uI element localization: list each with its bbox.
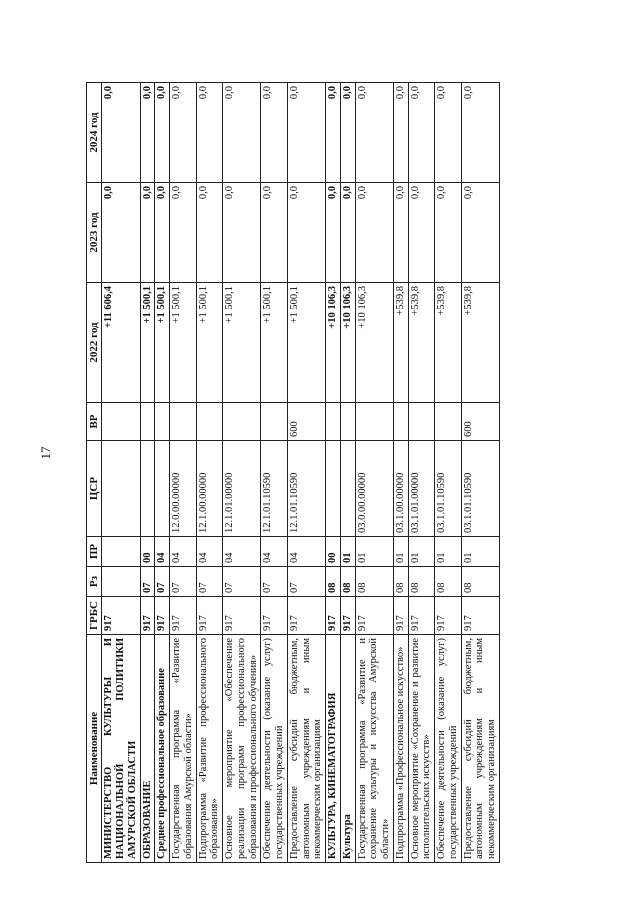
cell-y2023: 0,0 xyxy=(287,183,325,283)
cell-grbs: 917 xyxy=(326,597,341,635)
cell-y2023: 0,0 xyxy=(102,183,140,283)
cell-rz: 08 xyxy=(435,567,462,597)
cell-csr: 12.0.00.00000 xyxy=(170,441,197,537)
table-body xyxy=(102,83,500,863)
cell-name: Подпрограмма «Профессиональное искусство» xyxy=(393,635,408,863)
cell-rz: 07 xyxy=(223,567,261,597)
cell-y2024: 0,0 xyxy=(435,83,462,183)
cell-pr: 01 xyxy=(461,537,499,567)
table-row xyxy=(461,83,499,863)
cell-y2023: 0,0 xyxy=(408,183,435,283)
header-2024: 2024 год xyxy=(87,83,102,183)
table-row xyxy=(355,83,393,863)
cell-rz xyxy=(102,567,140,597)
cell-name: Государственная программа «Развитие и сохранение культуры и искусства Амурской области» xyxy=(355,635,393,863)
cell-pr: 01 xyxy=(408,537,435,567)
cell-y2022: +539,8 xyxy=(461,283,499,403)
cell-y2022: +1 500,1 xyxy=(140,283,155,403)
cell-vr xyxy=(223,403,261,441)
page-number: 17 xyxy=(38,446,53,460)
cell-name: Основное мероприятие «Сохранение и развитие исполнительских искусств» xyxy=(408,635,435,863)
cell-csr xyxy=(340,441,355,537)
cell-grbs: 917 xyxy=(340,597,355,635)
cell-y2024: 0,0 xyxy=(393,83,408,183)
table-row xyxy=(408,83,435,863)
cell-y2022: +1 500,1 xyxy=(155,283,170,403)
table-row xyxy=(340,83,355,863)
cell-y2022: +539,8 xyxy=(435,283,462,403)
cell-vr xyxy=(102,403,140,441)
cell-grbs: 917 xyxy=(140,597,155,635)
header-2023: 2023 год xyxy=(87,183,102,283)
cell-pr xyxy=(102,537,140,567)
cell-vr: 600 xyxy=(461,403,499,441)
cell-pr: 04 xyxy=(155,537,170,567)
table-row xyxy=(102,83,140,863)
rotated-table-container xyxy=(86,83,559,863)
cell-y2024: 0,0 xyxy=(326,83,341,183)
cell-csr: 12.1.00.00000 xyxy=(196,441,223,537)
cell-vr xyxy=(355,403,393,441)
header-pr: ПР xyxy=(87,537,102,567)
cell-pr: 04 xyxy=(261,537,288,567)
table-header-row xyxy=(87,83,102,863)
cell-csr: 03.1.00.00000 xyxy=(393,441,408,537)
cell-y2022: +1 500,1 xyxy=(261,283,288,403)
cell-csr xyxy=(140,441,155,537)
cell-rz: 08 xyxy=(355,567,393,597)
cell-y2022: +1 500,1 xyxy=(287,283,325,403)
cell-name: Предоставление субсидий бюджетным, автономным учреждениям и иным некоммерческим организациям xyxy=(287,635,325,863)
cell-grbs: 917 xyxy=(408,597,435,635)
cell-rz: 08 xyxy=(393,567,408,597)
cell-y2024: 0,0 xyxy=(155,83,170,183)
table-row xyxy=(155,83,170,863)
cell-y2023: 0,0 xyxy=(196,183,223,283)
cell-name: Культура xyxy=(340,635,355,863)
cell-y2024: 0,0 xyxy=(223,83,261,183)
cell-vr xyxy=(155,403,170,441)
cell-y2023: 0,0 xyxy=(461,183,499,283)
cell-pr: 01 xyxy=(355,537,393,567)
cell-name: КУЛЬТУРА, КИНЕМАТОГРАФИЯ xyxy=(326,635,341,863)
cell-y2023: 0,0 xyxy=(155,183,170,283)
cell-y2023: 0,0 xyxy=(140,183,155,283)
cell-y2024: 0,0 xyxy=(102,83,140,183)
cell-y2022: +10 106,3 xyxy=(326,283,341,403)
table-row xyxy=(170,83,197,863)
table-row xyxy=(196,83,223,863)
header-grbs: ГРБС xyxy=(87,597,102,635)
budget-table xyxy=(86,82,500,863)
cell-pr: 04 xyxy=(223,537,261,567)
cell-vr xyxy=(393,403,408,441)
cell-pr: 01 xyxy=(435,537,462,567)
cell-y2023: 0,0 xyxy=(435,183,462,283)
cell-name: Обеспечение деятельности (оказание услуг) государственных учреждений xyxy=(435,635,462,863)
cell-csr xyxy=(155,441,170,537)
cell-grbs: 917 xyxy=(287,597,325,635)
cell-vr xyxy=(140,403,155,441)
cell-name: Предоставление субсидий бюджетным, автономным учреждениям и иным некоммерческим организациям xyxy=(461,635,499,863)
cell-grbs: 917 xyxy=(196,597,223,635)
cell-rz: 07 xyxy=(196,567,223,597)
table-row xyxy=(261,83,288,863)
cell-rz: 07 xyxy=(261,567,288,597)
cell-name: Среднее профессиональное образование xyxy=(155,635,170,863)
cell-name: Подпрограмма «Развитие профессионального образования» xyxy=(196,635,223,863)
cell-grbs: 917 xyxy=(155,597,170,635)
cell-y2022: +1 500,1 xyxy=(170,283,197,403)
cell-pr: 04 xyxy=(287,537,325,567)
cell-y2022: +1 500,1 xyxy=(223,283,261,403)
header-2022: 2022 год xyxy=(87,283,102,403)
cell-y2023: 0,0 xyxy=(223,183,261,283)
cell-name: МИНИСТЕРСТВО КУЛЬТУРЫ И НАЦИОНАЛЬНОЙ ПОЛИТИКИ АМУРСКОЙ ОБЛАСТИ xyxy=(102,635,140,863)
table-row xyxy=(435,83,462,863)
cell-rz: 08 xyxy=(461,567,499,597)
cell-rz: 07 xyxy=(155,567,170,597)
cell-csr: 03.1.01.10590 xyxy=(435,441,462,537)
cell-y2024: 0,0 xyxy=(355,83,393,183)
table-row xyxy=(393,83,408,863)
cell-rz: 07 xyxy=(170,567,197,597)
cell-grbs: 917 xyxy=(223,597,261,635)
cell-y2024: 0,0 xyxy=(408,83,435,183)
cell-vr xyxy=(196,403,223,441)
cell-csr: 12.1.01.10590 xyxy=(261,441,288,537)
cell-y2022: +10 106,3 xyxy=(355,283,393,403)
table-row xyxy=(287,83,325,863)
cell-y2023: 0,0 xyxy=(170,183,197,283)
cell-csr: 12.1.01.10590 xyxy=(287,441,325,537)
cell-y2024: 0,0 xyxy=(140,83,155,183)
cell-y2024: 0,0 xyxy=(170,83,197,183)
cell-vr xyxy=(261,403,288,441)
cell-y2024: 0,0 xyxy=(196,83,223,183)
cell-name: Основное мероприятие «Обеспечение реализации программ профессионального образования и профессионального обучения» xyxy=(223,635,261,863)
cell-csr: 03.1.01.10590 xyxy=(461,441,499,537)
header-rz: Рз xyxy=(87,567,102,597)
cell-y2023: 0,0 xyxy=(326,183,341,283)
cell-vr xyxy=(170,403,197,441)
cell-name: ОБРАЗОВАНИЕ xyxy=(140,635,155,863)
header-vr: ВР xyxy=(87,403,102,441)
cell-vr: 600 xyxy=(287,403,325,441)
cell-rz: 08 xyxy=(408,567,435,597)
cell-y2022: +539,8 xyxy=(408,283,435,403)
cell-y2023: 0,0 xyxy=(393,183,408,283)
cell-grbs: 917 xyxy=(261,597,288,635)
cell-y2024: 0,0 xyxy=(340,83,355,183)
cell-grbs: 917 xyxy=(170,597,197,635)
table-row xyxy=(223,83,261,863)
cell-y2024: 0,0 xyxy=(287,83,325,183)
cell-grbs: 917 xyxy=(355,597,393,635)
table-row xyxy=(326,83,341,863)
cell-y2023: 0,0 xyxy=(261,183,288,283)
cell-name: Обеспечение деятельности (оказание услуг) государственных учреждений xyxy=(261,635,288,863)
cell-y2023: 0,0 xyxy=(355,183,393,283)
table-row xyxy=(140,83,155,863)
cell-csr: 12.1.01.00000 xyxy=(223,441,261,537)
cell-vr xyxy=(408,403,435,441)
cell-rz: 08 xyxy=(326,567,341,597)
cell-rz: 07 xyxy=(140,567,155,597)
cell-y2022: +539,8 xyxy=(393,283,408,403)
cell-y2024: 0,0 xyxy=(461,83,499,183)
cell-vr xyxy=(326,403,341,441)
cell-y2022: +10 106,3 xyxy=(340,283,355,403)
cell-grbs: 917 xyxy=(461,597,499,635)
header-name: Наименование xyxy=(87,635,102,863)
cell-y2022: +1 500,1 xyxy=(196,283,223,403)
cell-csr xyxy=(326,441,341,537)
cell-vr xyxy=(435,403,462,441)
cell-pr: 00 xyxy=(326,537,341,567)
cell-grbs: 917 xyxy=(102,597,140,635)
cell-vr xyxy=(340,403,355,441)
cell-pr: 01 xyxy=(393,537,408,567)
cell-pr: 00 xyxy=(140,537,155,567)
cell-y2023: 0,0 xyxy=(340,183,355,283)
cell-pr: 04 xyxy=(170,537,197,567)
cell-csr: 03.1.01.00000 xyxy=(408,441,435,537)
cell-csr xyxy=(102,441,140,537)
cell-grbs: 917 xyxy=(435,597,462,635)
cell-pr: 01 xyxy=(340,537,355,567)
cell-pr: 04 xyxy=(196,537,223,567)
cell-csr: 03.0.00.00000 xyxy=(355,441,393,537)
cell-rz: 07 xyxy=(287,567,325,597)
cell-y2022: +11 606,4 xyxy=(102,283,140,403)
cell-grbs: 917 xyxy=(393,597,408,635)
cell-y2024: 0,0 xyxy=(261,83,288,183)
cell-rz: 08 xyxy=(340,567,355,597)
cell-name: Государственная программа «Развитие образования Амурской области» xyxy=(170,635,197,863)
header-csr: ЦСР xyxy=(87,441,102,537)
